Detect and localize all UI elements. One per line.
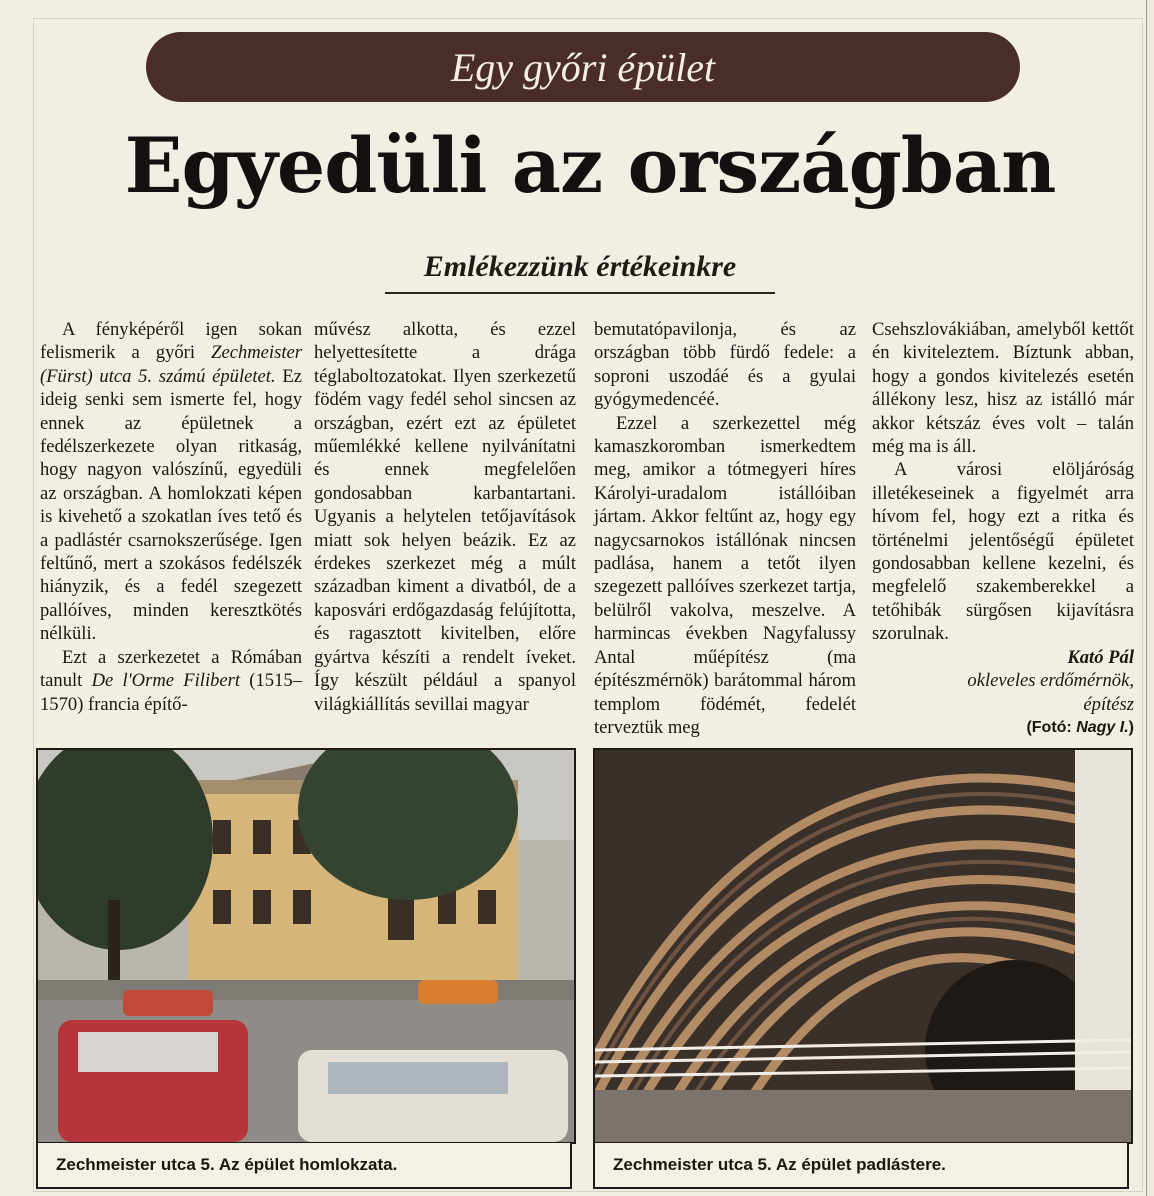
paragraph: művész alkotta, és ezzel helyettesítette a drága téglaboltozatokat. Ilyen szerkezetű födém vagy fedél sehol sincsen az országban, ezért ezt az épületet műemlékké kellene nyilvánítatni és ennek megfelelően gondosabban karbantartani. Ugyanis a helytelen tetőjavítások miatt sok helyen beázik. Ez az érdekes szerkezet még a múlt században kiment a divatból, de a kaposvári erdőgazdaság felújította, és ragasztott kivitelben, előre gyártva készíti a rendelt íveket. Így készült például a spanyol világkiállítás sevillai magyar	[314, 319, 576, 715]
page-edge	[1146, 0, 1154, 1196]
credit-name: Nagy I.	[1076, 718, 1129, 736]
paragraph	[40, 318, 302, 646]
subheadline: Emlékezzünk értékeinkre	[423, 250, 737, 283]
text-run: Ez ideig senki sem ismerte fel, hogy ennek az épületnek a fedélszerkezete olyan ritkaság, hogy nagyon valószínű, egyedüli az országban. A homlokzati képen is kivehető a szokatlan íves tető és a padlástér csarnokszerűsége. Igen feltűnő, mert a szokásos fedélszék hiányzik, és a fedél szegezett pallóíves, minden keresztkötés nélküli.	[40, 365, 302, 645]
author-role: okleveles erdőmérnök,	[967, 670, 1134, 692]
text-run: (1515–1570) francia építő-	[40, 670, 302, 715]
column-1	[40, 318, 302, 716]
kicker-banner	[146, 32, 1020, 102]
attic-photo	[593, 748, 1133, 1144]
text-run: A fényképéről igen sokan felismerik a győri	[40, 319, 302, 364]
text-run: Ezt a szerkezetet a Rómában tanult	[40, 646, 302, 692]
facade-photo-caption: Zechmeister utca 5. Az épület homlokzata.	[36, 1143, 572, 1189]
paragraph: Ezzel a szerkezettel még kamaszkoromban ismerkedtem meg, amikor a tótmegyeri híres Károlyi-uradalom istállóiban jártam. Akkor feltűnt az, hogy egy nagycsarnokos istállónak nincsen padlása, hanem a tetőt ilyen szegezett pallóíves szerkezet tartja, belülről vakolva, meszelve. A harmincas években Nagyfalussy Antal műépítész (ma építészmérnök) barátommal három templom födémét, fedelét terveztük meg	[594, 412, 856, 738]
credit-end: )	[1128, 718, 1134, 736]
paragraph: bemutatópavilonja, és az országban több fürdő fedele: a soproni uszodáé és a gyulai gyógymedencéé.	[594, 319, 856, 411]
photo-credit	[872, 716, 1134, 739]
author-role: építész	[1083, 693, 1134, 715]
attic-photo-caption: Zechmeister utca 5. Az épület padlástere.	[593, 1143, 1129, 1189]
credit-label: (Fotó:	[1026, 718, 1077, 736]
paragraph: Csehszlovákiában, amelyből kettőt én kiviteleztem. Bíztunk abban, hogy a gondos kivitelezés esetén állékony lesz, hisz az istálló már akkor kétszáz éves volt – talán még ma is áll.	[872, 319, 1134, 458]
column-4	[872, 318, 1134, 739]
facade-photo-image	[38, 750, 574, 1142]
italic-text: De l'Orme Filibert	[91, 670, 241, 692]
facade-photo	[36, 748, 576, 1144]
subheadline-rule	[385, 292, 775, 294]
author-signature	[872, 646, 1134, 669]
attic-photo-image	[595, 750, 1131, 1142]
author-name: Kató Pál	[1067, 646, 1134, 668]
paragraph	[40, 646, 302, 716]
column-3	[594, 318, 856, 739]
headline: Egyedüli az országban	[124, 121, 1056, 210]
italic-text: Zechmeister (Fürst) utca 5. számú épületet.	[40, 342, 302, 387]
column-2	[314, 318, 576, 716]
kicker-text: Egy győri épület	[450, 44, 716, 90]
paragraph: A városi elöljáróság illetékeseinek a figyelmét arra hívom fel, hogy ezt a ritka és történelmi jelentőségű épületet gondosabban kellene kezelni, és megfelelő szakemberekkel a tetőhibák sürgősen kijavításra szorulnak.	[872, 459, 1134, 645]
